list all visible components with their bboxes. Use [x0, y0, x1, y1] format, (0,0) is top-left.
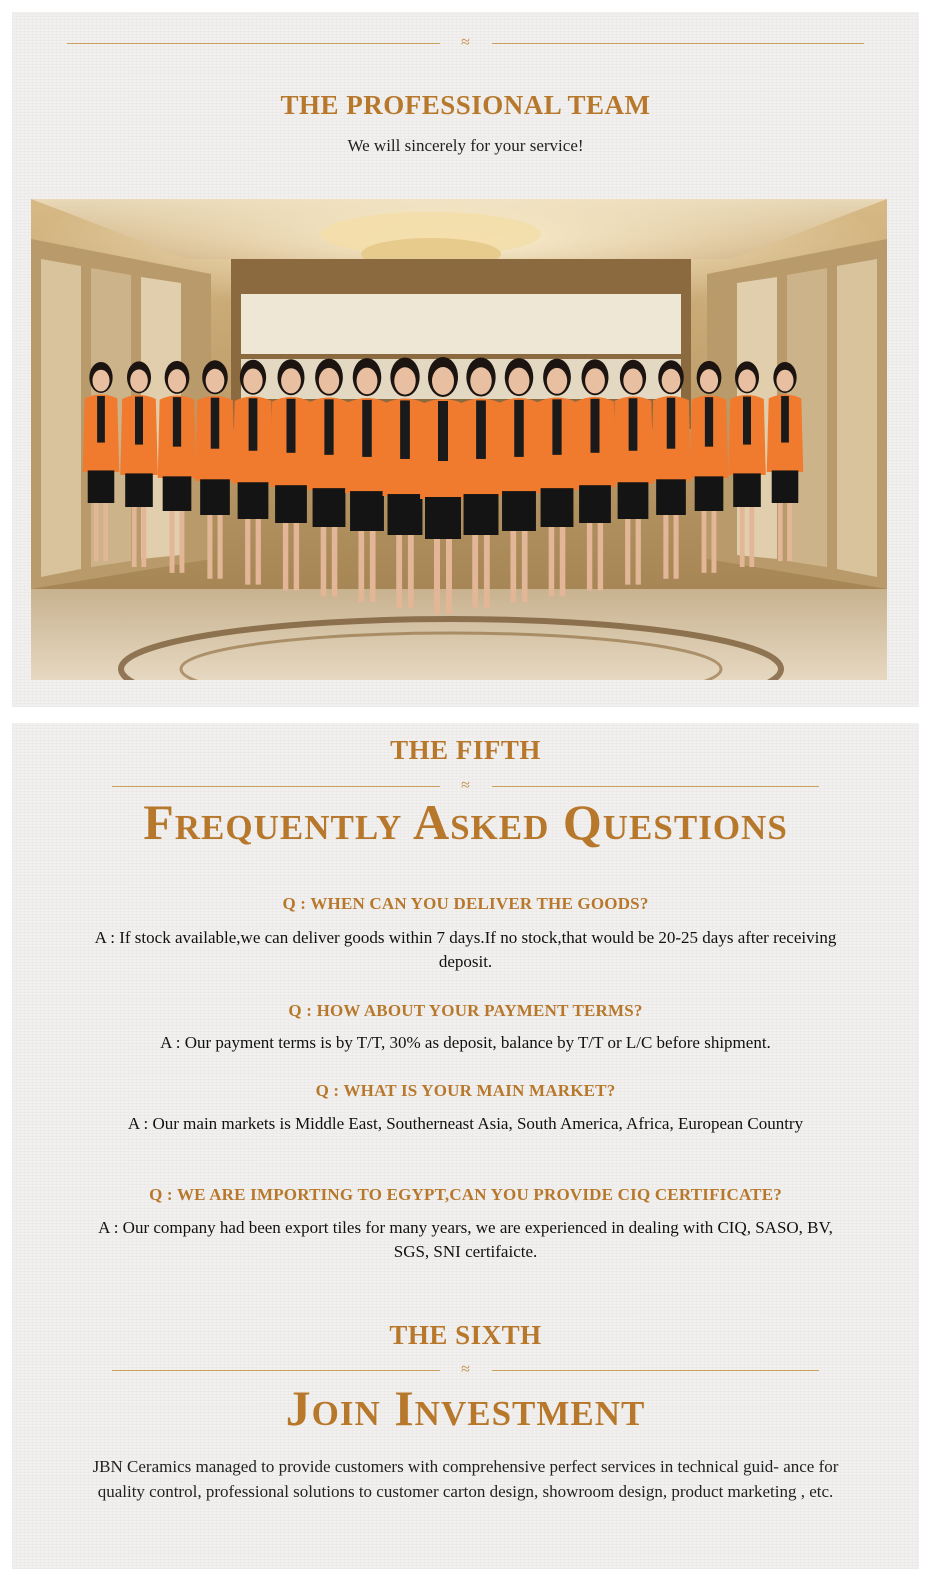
faq-question-4: Q : WE ARE IMPORTING TO EGYPT,CAN YOU PROVIDE CIQ CERTIFICATE? — [149, 1185, 782, 1204]
ornament-divider — [112, 1363, 819, 1377]
team-subtitle: We will sincerely for your service! — [347, 136, 584, 155]
faq-section-label: THE FIFTH — [390, 735, 541, 765]
faq-answer-2: A : Our payment terms is by T/T, 30% as deposit, balance by T/T or L/C before shipment. — [160, 1033, 771, 1052]
faq-question-3: Q : WHAT IS YOUR MAIN MARKET? — [315, 1081, 616, 1100]
swirl-ornament-icon: ≈ — [461, 1361, 470, 1378]
swirl-ornament-icon: ≈ — [461, 777, 470, 794]
team-panel — [12, 12, 919, 707]
ornament-divider — [112, 779, 819, 793]
ornament-divider — [67, 36, 864, 50]
join-description: JBN Ceramics managed to provide customers with comprehensive perfect services in technical guid- ance for quality control, professional solutions to customer carton design, showroom design, product marketing , etc. — [92, 1457, 839, 1501]
faq-answer-4: A : Our company had been export tiles for many years, we are experienced in dealing with CIQ, SASO, BV, SGS, SNI certifaicte. — [98, 1218, 833, 1261]
faq-answer-1: A : If stock available,we can deliver goods within 7 days.If no stock,that would be 20-25 days after receiving deposit. — [94, 928, 837, 971]
faq-question-1: Q : WHEN CAN YOU DELIVER THE GOODS? — [282, 894, 649, 913]
team-title: THE PROFESSIONAL TEAM — [280, 90, 651, 120]
faq-title: Frequently Asked Questions — [143, 794, 788, 850]
team-photo-illustration — [31, 199, 887, 680]
join-title: Join Investment — [285, 1380, 646, 1436]
faq-question-2: Q : HOW ABOUT YOUR PAYMENT TERMS? — [288, 1001, 643, 1020]
team-photo — [31, 199, 887, 680]
swirl-ornament-icon: ≈ — [461, 34, 470, 51]
faq-panel — [12, 723, 919, 1569]
faq-answer-3: A : Our main markets is Middle East, Southerneast Asia, South America, Africa, European Country — [127, 1114, 804, 1133]
join-section-label: THE SIXTH — [389, 1320, 542, 1350]
